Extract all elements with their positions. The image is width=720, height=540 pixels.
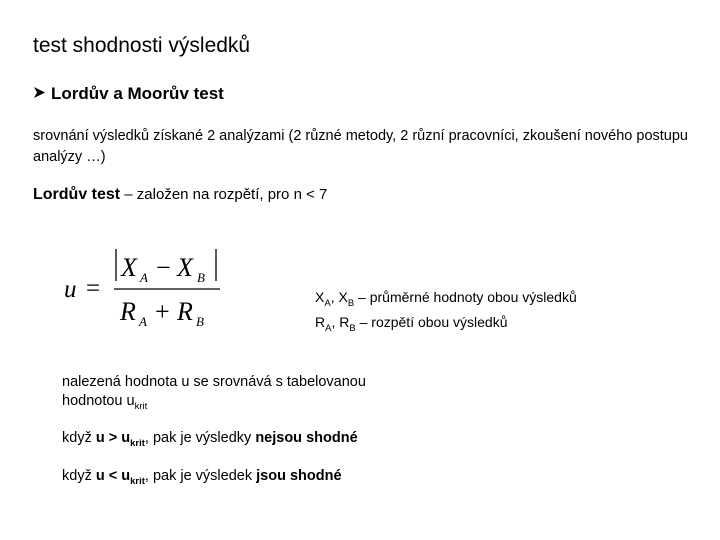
numerator-sub1: A bbox=[140, 270, 148, 285]
lord-test-title: Lordův test bbox=[33, 186, 121, 203]
formula-legend bbox=[315, 288, 577, 338]
numerator-sub2: B bbox=[197, 270, 205, 285]
denominator-sub2: B bbox=[196, 314, 204, 329]
description-text: srovnání výsledků získané 2 analýzami (2 různé metody, 2 různí pracovníci, zkoušení nového postupu analýzy …) bbox=[33, 128, 688, 165]
lord-test-heading bbox=[33, 186, 327, 204]
lord-test-subtitle: – založen na rozpětí, pro n < 7 bbox=[120, 186, 328, 203]
numerator-x1: X bbox=[121, 253, 137, 282]
numerator-x2: X bbox=[177, 253, 193, 282]
denominator-plus: + bbox=[155, 297, 170, 326]
condition-not-matching: když $u > u_{krit}$, pak je výsledky nejsou shodné bbox=[62, 430, 358, 449]
arrow-bullet-icon bbox=[33, 84, 51, 104]
comparison-paragraph: nalezená hodnota u se srovnává s tabelovanou hodnotou $u_{krit}$ bbox=[62, 374, 366, 412]
condition-matching: když $u < u_{krit}$, pak je výsledek jsou shodné bbox=[62, 468, 342, 487]
slide-title: test shodnosti výsledků bbox=[33, 34, 251, 57]
denominator-sub1: A bbox=[139, 314, 147, 329]
denominator-r1: R bbox=[120, 297, 136, 326]
lord-formula bbox=[62, 244, 232, 337]
bullet-text: Lordův a Moorův test bbox=[51, 84, 224, 103]
legend-line-means: $X_A$, $X_B$ – průměrné hodnoty obou výsledků bbox=[315, 289, 577, 309]
bullet-heading bbox=[33, 84, 224, 104]
denominator-r2: R bbox=[177, 297, 193, 326]
legend-line-ranges: $R_A$, $R_B$ – rozpětí obou výsledků bbox=[315, 313, 508, 334]
formula-lhs: u bbox=[64, 276, 77, 303]
numerator-minus: − bbox=[156, 253, 171, 282]
formula-equals: = bbox=[86, 275, 101, 302]
